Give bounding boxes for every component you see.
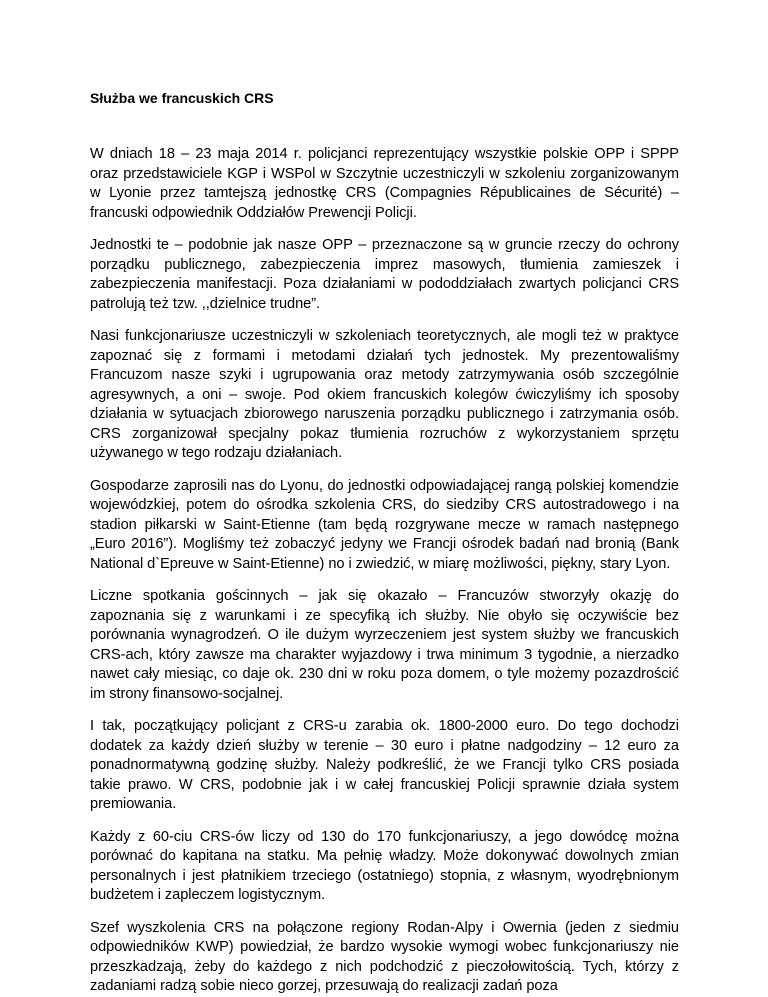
document-title: Służba we francuskich CRS (90, 90, 274, 106)
paragraph-2: Jednostki te – podobnie jak nasze OPP – przeznaczone są w gruncie rzeczy do ochrony porządku publicznego, zabezpieczenia imprez masowych, tłumienia zamieszek i zabezpieczenia manifestacji. Poza działaniami w pododdziałach zwartych policjanci CRS patrolują też tzw. ,,dzielnice trudne”. (90, 237, 679, 312)
paragraph-5: Liczne spotkania gościnnych – jak się okazało – Francuzów stworzyły okazję do zapoznania się z warunkami i ze specyfiką ich służby. Nie obyło się oczywiście bez porównania wynagrodzeń. O ile dużym wyrzeczeniem jest system służby we francuskich CRS-ach, który zawsze ma charakter wyjazdowy i trwa minimum 3 tygodnie, a nierzadko nawet cały miesiąc, co daje ok. 230 dni w roku poza domem, o tyle możemy pozazdrościć im strony finansowo-socjalnej. (90, 588, 679, 702)
paragraph-7: Każdy z 60-ciu CRS-ów liczy od 130 do 170 funkcjonariuszy, a jego dowódcę można porównać do kapitana na statku. Ma pełnię władzy. Może dokonywać dowolnych zmian personalnych i jest płatnikiem trzeciego (ostatniego) stopnia, z własnym, wyodrębnionym budżetem i zapleczem logistycznym. (90, 828, 679, 903)
paragraph-3: Nasi funkcjonariusze uczestniczyli w szkoleniach teoretycznych, ale mogli też w praktyce zapoznać się z formami i metodami działań tych jednostek. My prezentowaliśmy Francuzom nasze szyki i ugrupowania oraz metody zatrzymywania osób szczególnie agresywnych, a oni – swoje. Pod okiem francuskich kolegów ćwiczyliśmy ich sposoby działania w sytuacjach zbiorowego naruszenia porządku publicznego i zatrzymania osób. CRS zorganizował specjalny pokaz tłumienia rozruchów z wykorzystaniem sprzętu używanego w tego rodzaju działaniach. (90, 328, 679, 461)
paragraph-1: W dniach 18 – 23 maja 2014 r. policjanci reprezentujący wszystkie polskie OPP i SPPP oraz przedstawiciele KGP i WSPol w Szczytnie uczestniczyli w szkoleniu zorganizowanym w Lyonie przez tamtejszą jednostkę CRS (Compagnies Républicaines de Sécurité) – francuski odpowiednik Oddziałów Prewencji Policji. (90, 146, 679, 221)
paragraph-8: Szef wyszkolenia CRS na połączone regiony Rodan-Alpy i Owernia (jeden z siedmiu odpowiedników KWP) powiedział, że bardzo wysokie wymogi wobec funkcjonariuszy nie przeszkadzają, żeby do każdego z nich podchodzić z pieczołowitością. Tych, którzy z zadaniami radzą sobie nieco gorzej, przesuwają do realizacji zadań poza (90, 919, 679, 994)
paragraph-6: I tak, początkujący policjant z CRS-u zarabia ok. 1800-2000 euro. Do tego dochodzi dodatek za każdy dzień służby w terenie – 30 euro i płatne nadgodziny – 12 euro za ponadnormatywną godzinę służby. Należy podkreślić, że we Francji tylko CRS posiada takie prawo. W CRS, podobnie jak i w całej francuskiej Policji sprawnie działa system premiowania. (90, 718, 679, 812)
paragraph-4: Gospodarze zaprosili nas do Lyonu, do jednostki odpowiadającej rangą polskiej komendzie wojewódzkiej, potem do ośrodka szkolenia CRS, do siedziby CRS autostradowego i na stadion piłkarski w Saint-Etienne (tam będą rozgrywane mecze w ramach następnego „Euro 2016”). Mogliśmy też zobaczyć jedyny we Francji ośrodek badań nad bronią (Bank National d`Epreuve w Saint-Etienne) no i zwiedzić, w miarę możliwości, piękny, stary Lyon. (90, 477, 679, 572)
